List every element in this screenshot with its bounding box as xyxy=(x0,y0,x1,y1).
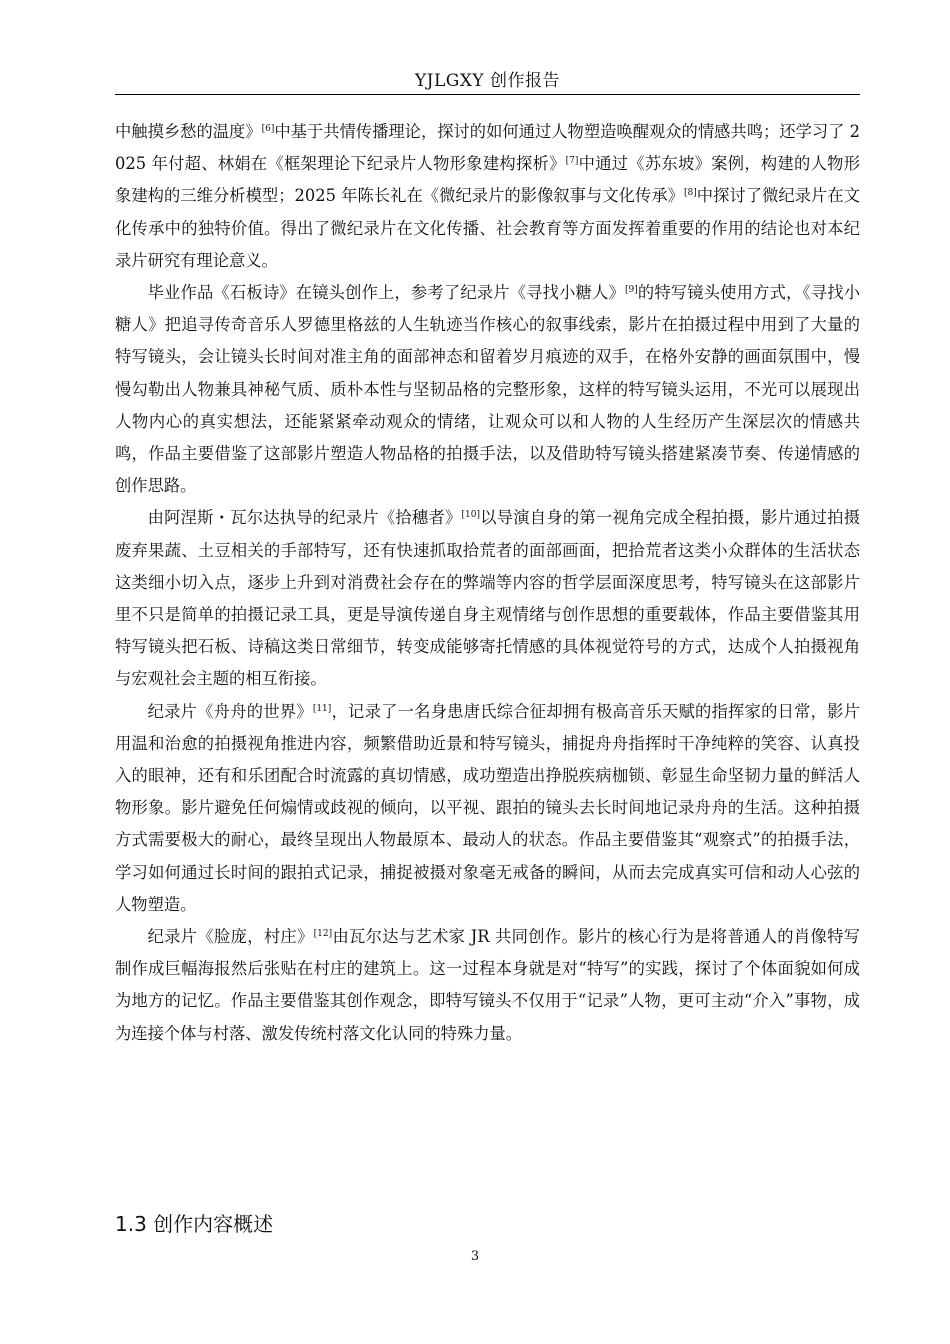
citation: [8] xyxy=(683,188,697,199)
paragraph-text: 纪录片《舟舟的世界》 xyxy=(147,701,313,721)
page-header xyxy=(115,66,860,95)
citation: [6] xyxy=(261,124,275,134)
paragraph-text: 中通过《苏东坡》案例，构建的人物形象建构的三维分析模型；2025 年陈长礼在《微纪录片的影像叙事与文化传承》 xyxy=(115,154,860,206)
page-number: 3 xyxy=(470,1249,480,1264)
citation: [11] xyxy=(312,703,332,714)
paragraph-3 xyxy=(115,502,860,695)
paragraph-text: ，记录了一名身患唐氏综合征却拥有极高音乐天赋的指挥家的日常，影片用温和治愈的拍摄视角推进内容，频繁借助近景和特写镜头，捕捉舟舟指挥时干净纯粹的笑容、认真投入的眼神，还有和乐团配合时流露的真切情感，成功塑造出挣脱疾病枷锁、彰显生命坚韧力量的鲜活人物形象。影片避免任何煽情或歧视的倾向，以平视、跟拍的镜头去长时间地记录舟舟的生活。这种拍摄方式需要极大的耐心，最终呈现出人物最原本、最动人的状态。作品主要借鉴其“观察式”的拍摄手法，学习如何通过长时间的跟拍式记录，捕捉被摄对象毫无戒备的瞬间，从而去完成真实可信和动人心弦的人物塑造。 xyxy=(115,701,860,914)
citation: [10] xyxy=(461,510,480,521)
paragraph-text: 中基于共情传播理论，探讨的如何通过人物塑造唤醒观众的情感共鸣；还学习了 2025 年付超、林娟在《框架理论下纪录片人物形象建构探析》 xyxy=(115,122,860,174)
paragraph-1 xyxy=(115,116,860,277)
paragraph-4 xyxy=(115,696,860,921)
paragraph-text: 以导演自身的第一视角完成全程拍摄，影片通过拍摄废弃果蔬、土豆相关的手部特写，还有快速抓取拾荒者的面部画面，把拾荒者这类小众群体的生活状态这类细小切入点，逐步上升到对消费社会存在的弊端等内容的哲学层面深度思考，特写镜头在这部影片里不只是简单的拍摄记录工具，更是导演传递自身主观情绪与创作思想的重要载体，作品主要借鉴其用特写镜头把石板、诗稿这类日常细节，转变成能够寄托情感的具体视觉符号的方式，达成个人拍摄视角与宏观社会主题的相互衔接。 xyxy=(115,508,860,689)
citation: [9] xyxy=(624,285,638,296)
paragraph-2 xyxy=(115,277,860,502)
paragraph-text: 毕业作品《石板诗》在镜头创作上，参考了纪录片《寻找小糖人》 xyxy=(147,283,625,303)
paragraph-text: 由瓦尔达与艺术家 JR 共同创作。影片的核心行为是将普通人的肖像特写制作成巨幅海报然后张贴在村庄的建筑上。这一过程本身就是对“特写”的实践，探讨了个体面貌如何成为地方的记忆。作品主要借鉴其创作观念，即特写镜头不仅用于“记录”人物，更可主动“介入”事物，成为连接个体与村落、激发传统村落文化认同的特殊力量。 xyxy=(115,927,860,1043)
citation: [12] xyxy=(313,929,333,940)
paragraph-text: 中触摸乡愁的温度》 xyxy=(115,122,262,141)
paragraph-5 xyxy=(115,921,860,1050)
header-title: YJLGXY 创作报告 xyxy=(414,71,561,91)
document-body xyxy=(115,116,860,1050)
paragraph-text: 的特写镜头使用方式，《寻找小糖人》把追寻传奇音乐人罗德里格兹的人生轨迹当作核心的叙事线索，影片在拍摄过程中用到了大量的特写镜头，会让镜头长时间对准主角的面部神态和留着岁月痕迹的双手，在格外安静的画面氛围中，慢慢勾勒出人物兼具神秘气质、质朴本性与坚韧品格的完整形象，这样的特写镜头运用，不光可以展现出人物内心的真实想法，还能紧紧牵动观众的情绪，让观众可以和人物的人生经历产生深层次的情感共鸣，作品主要借鉴了这部影片塑造人物品格的拍摄手法，以及借助特写镜头搭建紧凑节奏、传递情感的创作思路。 xyxy=(115,283,861,496)
section-heading: 1.3 创作内容概述 xyxy=(115,1212,274,1236)
paragraph-text: 纪录片《脸庞，村庄》 xyxy=(147,927,314,947)
paragraph-text: 中探讨了微纪录片在文化传承中的独特价值。得出了微纪录片在文化传播、社会教育等方面发挥着重要的作用的结论也对本纪录片研究有理论意义。 xyxy=(115,186,860,270)
paragraph-text: 由阿涅斯・瓦尔达执导的纪录片《拾穗者》 xyxy=(147,508,462,528)
citation: [7] xyxy=(565,156,579,167)
